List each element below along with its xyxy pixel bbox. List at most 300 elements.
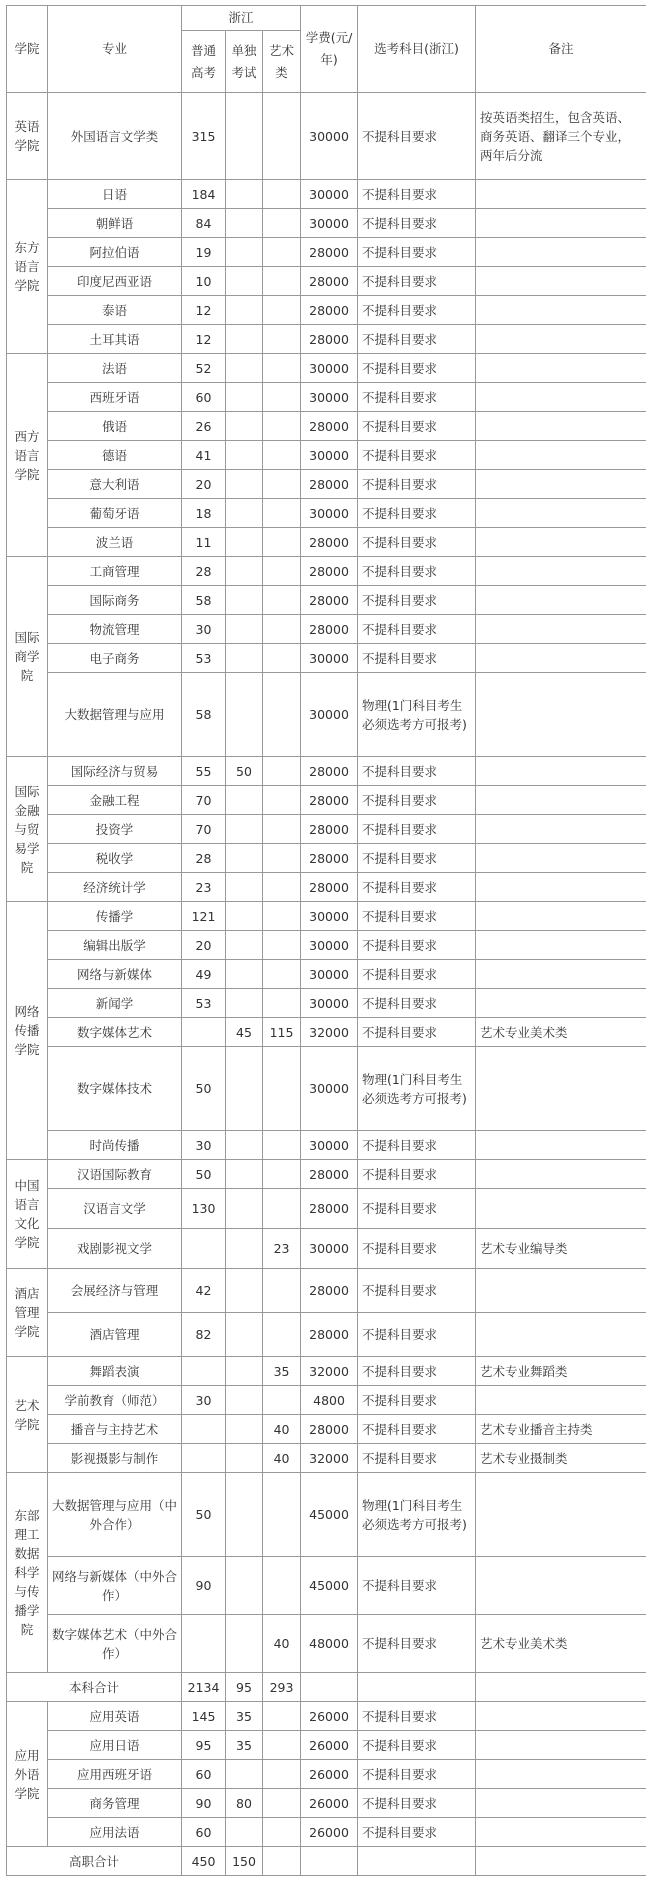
- major-cell: 土耳其语: [48, 325, 182, 354]
- subject-requirement-cell: 不提科目要求: [358, 757, 476, 786]
- empty-cell: [476, 1847, 646, 1876]
- art-count-cell: 40: [263, 1444, 301, 1473]
- art-count-cell: [263, 786, 301, 815]
- subject-requirement-cell: 物理(1门科目考生必须选考方可报考): [358, 673, 476, 757]
- general-count-cell: 10: [182, 267, 226, 296]
- tuition-cell: 26000: [301, 1789, 358, 1818]
- single-exam-count-cell: [226, 325, 263, 354]
- major-cell: 意大利语: [48, 470, 182, 499]
- major-cell: 工商管理: [48, 557, 182, 586]
- tuition-cell: 30000: [301, 354, 358, 383]
- table-row: [7, 499, 646, 528]
- general-count-cell: [182, 1018, 226, 1047]
- tuition-cell: 30000: [301, 931, 358, 960]
- table-row: [7, 844, 646, 873]
- remark-cell: [476, 441, 646, 470]
- table-row: [7, 1386, 646, 1415]
- art-count-cell: [263, 1818, 301, 1847]
- table-row: [7, 528, 646, 557]
- tuition-cell: 30000: [301, 383, 358, 412]
- tuition-cell: 30000: [301, 93, 358, 180]
- general-count-cell: 95: [182, 1731, 226, 1760]
- table-row: [7, 209, 646, 238]
- table-row: [7, 557, 646, 586]
- general-count-cell: [182, 1615, 226, 1673]
- subject-requirement-cell: 不提科目要求: [358, 1615, 476, 1673]
- major-cell: 物流管理: [48, 615, 182, 644]
- art-count-cell: [263, 1789, 301, 1818]
- major-cell: 应用西班牙语: [48, 1760, 182, 1789]
- general-count-cell: 60: [182, 383, 226, 412]
- major-cell: 舞蹈表演: [48, 1357, 182, 1386]
- general-count-cell: [182, 1444, 226, 1473]
- single-exam-count-cell: [226, 1760, 263, 1789]
- summary-general: 450: [182, 1847, 226, 1876]
- art-count-cell: [263, 1731, 301, 1760]
- general-count-cell: 55: [182, 757, 226, 786]
- major-cell: 西班牙语: [48, 383, 182, 412]
- empty-cell: [301, 1847, 358, 1876]
- college-cell: 国际金融与贸易学院: [7, 757, 48, 902]
- art-count-cell: [263, 1160, 301, 1189]
- table-row: [7, 1557, 646, 1615]
- general-count-cell: 52: [182, 354, 226, 383]
- summary-art: 293: [263, 1673, 301, 1702]
- major-cell: 金融工程: [48, 786, 182, 815]
- single-exam-count-cell: [226, 93, 263, 180]
- header-major: 专业: [48, 6, 182, 93]
- table-row: [7, 873, 646, 902]
- subject-requirement-cell: 不提科目要求: [358, 1789, 476, 1818]
- general-count-cell: 42: [182, 1269, 226, 1313]
- header-subjects: 选考科目(浙江): [358, 6, 476, 93]
- art-count-cell: [263, 1047, 301, 1131]
- major-cell: 阿拉伯语: [48, 238, 182, 267]
- subject-requirement-cell: 不提科目要求: [358, 960, 476, 989]
- remark-cell: [476, 1789, 646, 1818]
- remark-cell: [476, 786, 646, 815]
- header-general: 普通高考: [182, 31, 226, 93]
- single-exam-count-cell: [226, 989, 263, 1018]
- remark-cell: [476, 1473, 646, 1557]
- single-exam-count-cell: [226, 902, 263, 931]
- empty-cell: [476, 1673, 646, 1702]
- major-cell: 编辑出版学: [48, 931, 182, 960]
- subject-requirement-cell: 不提科目要求: [358, 557, 476, 586]
- art-count-cell: [263, 1557, 301, 1615]
- table-row: [7, 296, 646, 325]
- remark-cell: [476, 383, 646, 412]
- general-count-cell: 30: [182, 1386, 226, 1415]
- remark-cell: [476, 1760, 646, 1789]
- remark-cell: 艺术专业摄制类: [476, 1444, 646, 1473]
- subject-requirement-cell: 不提科目要求: [358, 1269, 476, 1313]
- general-count-cell: 20: [182, 931, 226, 960]
- single-exam-count-cell: [226, 180, 263, 209]
- art-count-cell: [263, 844, 301, 873]
- remark-cell: [476, 354, 646, 383]
- subject-requirement-cell: 不提科目要求: [358, 1415, 476, 1444]
- single-exam-count-cell: [226, 557, 263, 586]
- major-cell: 大数据管理与应用（中外合作）: [48, 1473, 182, 1557]
- major-cell: 数字媒体技术: [48, 1047, 182, 1131]
- remark-cell: [476, 815, 646, 844]
- header-art: 艺术类: [263, 31, 301, 93]
- art-count-cell: [263, 644, 301, 673]
- remark-cell: [476, 1731, 646, 1760]
- college-cell: 东部理工数据科学与传播学院: [7, 1473, 48, 1673]
- remark-cell: [476, 960, 646, 989]
- art-count-cell: [263, 296, 301, 325]
- remark-cell: [476, 1818, 646, 1847]
- single-exam-count-cell: 50: [226, 757, 263, 786]
- remark-cell: [476, 931, 646, 960]
- remark-cell: [476, 1269, 646, 1313]
- single-exam-count-cell: [226, 615, 263, 644]
- subject-requirement-cell: 不提科目要求: [358, 267, 476, 296]
- table-row: [7, 815, 646, 844]
- summary-label: 高职合计: [7, 1847, 182, 1876]
- remark-cell: [476, 644, 646, 673]
- header-tuition: 学费(元/年): [301, 6, 358, 93]
- tuition-cell: 4800: [301, 1386, 358, 1415]
- remark-cell: 艺术专业编导类: [476, 1229, 646, 1269]
- major-cell: 酒店管理: [48, 1313, 182, 1357]
- tuition-cell: 28000: [301, 815, 358, 844]
- remark-cell: [476, 873, 646, 902]
- remark-cell: [476, 238, 646, 267]
- remark-cell: [476, 296, 646, 325]
- single-exam-count-cell: [226, 1047, 263, 1131]
- tuition-cell: 28000: [301, 1415, 358, 1444]
- subject-requirement-cell: 不提科目要求: [358, 615, 476, 644]
- single-exam-count-cell: [226, 499, 263, 528]
- general-count-cell: 130: [182, 1189, 226, 1229]
- subject-requirement-cell: 不提科目要求: [358, 815, 476, 844]
- single-exam-count-cell: [226, 383, 263, 412]
- single-exam-count-cell: [226, 470, 263, 499]
- subject-requirement-cell: 物理(1门科目考生必须选考方可报考): [358, 1047, 476, 1131]
- subject-requirement-cell: 不提科目要求: [358, 1557, 476, 1615]
- art-count-cell: [263, 1313, 301, 1357]
- tuition-cell: 28000: [301, 238, 358, 267]
- major-cell: 商务管理: [48, 1789, 182, 1818]
- general-count-cell: [182, 1357, 226, 1386]
- table-body: [7, 93, 646, 1876]
- tuition-cell: 45000: [301, 1557, 358, 1615]
- tuition-cell: 28000: [301, 786, 358, 815]
- general-count-cell: 60: [182, 1818, 226, 1847]
- art-count-cell: [263, 93, 301, 180]
- tuition-cell: 28000: [301, 267, 358, 296]
- general-count-cell: 60: [182, 1760, 226, 1789]
- single-exam-count-cell: [226, 209, 263, 238]
- remark-cell: [476, 989, 646, 1018]
- general-count-cell: 50: [182, 1473, 226, 1557]
- single-exam-count-cell: [226, 238, 263, 267]
- subject-requirement-cell: 不提科目要求: [358, 325, 476, 354]
- subject-requirement-cell: 不提科目要求: [358, 1018, 476, 1047]
- tuition-cell: 45000: [301, 1473, 358, 1557]
- subject-requirement-cell: 不提科目要求: [358, 1818, 476, 1847]
- table-row: [7, 1269, 646, 1313]
- single-exam-count-cell: [226, 586, 263, 615]
- subject-requirement-cell: 不提科目要求: [358, 1131, 476, 1160]
- major-cell: 国际商务: [48, 586, 182, 615]
- remark-cell: [476, 528, 646, 557]
- tuition-cell: 28000: [301, 528, 358, 557]
- art-count-cell: [263, 441, 301, 470]
- table-row: [7, 1731, 646, 1760]
- college-cell: 西方语言学院: [7, 354, 48, 557]
- tuition-cell: 28000: [301, 615, 358, 644]
- major-cell: 时尚传播: [48, 1131, 182, 1160]
- art-count-cell: [263, 873, 301, 902]
- table-row: [7, 1818, 646, 1847]
- single-exam-count-cell: [226, 815, 263, 844]
- single-exam-count-cell: 80: [226, 1789, 263, 1818]
- tuition-cell: 26000: [301, 1702, 358, 1731]
- subject-requirement-cell: 不提科目要求: [358, 786, 476, 815]
- art-count-cell: [263, 354, 301, 383]
- general-count-cell: 28: [182, 557, 226, 586]
- major-cell: 泰语: [48, 296, 182, 325]
- major-cell: 网络与新媒体（中外合作）: [48, 1557, 182, 1615]
- art-count-cell: [263, 209, 301, 238]
- art-count-cell: [263, 238, 301, 267]
- tuition-cell: 30000: [301, 1047, 358, 1131]
- table-row: [7, 180, 646, 209]
- tuition-cell: 30000: [301, 673, 358, 757]
- general-count-cell: 184: [182, 180, 226, 209]
- general-count-cell: 19: [182, 238, 226, 267]
- subject-requirement-cell: 不提科目要求: [358, 93, 476, 180]
- college-cell: 英语学院: [7, 93, 48, 180]
- table-row: [7, 1018, 646, 1047]
- single-exam-count-cell: [226, 296, 263, 325]
- subject-requirement-cell: 不提科目要求: [358, 1229, 476, 1269]
- tuition-cell: 30000: [301, 902, 358, 931]
- single-exam-count-cell: [226, 673, 263, 757]
- table-header: [7, 6, 646, 93]
- tuition-cell: 26000: [301, 1731, 358, 1760]
- general-count-cell: [182, 1229, 226, 1269]
- summary-art: [263, 1847, 301, 1876]
- major-cell: 传播学: [48, 902, 182, 931]
- header-single: 单独考试: [226, 31, 263, 93]
- table-row: [7, 1160, 646, 1189]
- table-row: [7, 960, 646, 989]
- major-cell: 朝鲜语: [48, 209, 182, 238]
- general-count-cell: 58: [182, 673, 226, 757]
- remark-cell: [476, 615, 646, 644]
- art-count-cell: 40: [263, 1615, 301, 1673]
- general-count-cell: 18: [182, 499, 226, 528]
- subject-requirement-cell: 不提科目要求: [358, 180, 476, 209]
- table-row: [7, 786, 646, 815]
- art-count-cell: [263, 499, 301, 528]
- single-exam-count-cell: [226, 1189, 263, 1229]
- art-count-cell: [263, 557, 301, 586]
- tuition-cell: 28000: [301, 1189, 358, 1229]
- summary-single: 150: [226, 1847, 263, 1876]
- subject-requirement-cell: 不提科目要求: [358, 1386, 476, 1415]
- table-row: [7, 383, 646, 412]
- single-exam-count-cell: [226, 1473, 263, 1557]
- general-count-cell: 315: [182, 93, 226, 180]
- single-exam-count-cell: [226, 1160, 263, 1189]
- tuition-cell: 32000: [301, 1357, 358, 1386]
- single-exam-count-cell: [226, 1313, 263, 1357]
- subject-requirement-cell: 不提科目要求: [358, 902, 476, 931]
- major-cell: 日语: [48, 180, 182, 209]
- table-row: [7, 1702, 646, 1731]
- table-row: [7, 586, 646, 615]
- subject-requirement-cell: 不提科目要求: [358, 931, 476, 960]
- single-exam-count-cell: [226, 1357, 263, 1386]
- tuition-cell: 30000: [301, 209, 358, 238]
- art-count-cell: [263, 586, 301, 615]
- subject-requirement-cell: 不提科目要求: [358, 209, 476, 238]
- subject-requirement-cell: 不提科目要求: [358, 412, 476, 441]
- subtotal-row: [7, 1673, 646, 1702]
- art-count-cell: 40: [263, 1415, 301, 1444]
- art-count-cell: [263, 931, 301, 960]
- remark-cell: [476, 1189, 646, 1229]
- single-exam-count-cell: [226, 412, 263, 441]
- art-count-cell: [263, 815, 301, 844]
- subject-requirement-cell: 不提科目要求: [358, 383, 476, 412]
- major-cell: 投资学: [48, 815, 182, 844]
- remark-cell: [476, 1160, 646, 1189]
- subject-requirement-cell: 不提科目要求: [358, 644, 476, 673]
- table-row: [7, 1615, 646, 1673]
- table-row: [7, 470, 646, 499]
- remark-cell: [476, 844, 646, 873]
- general-count-cell: 11: [182, 528, 226, 557]
- remark-cell: [476, 412, 646, 441]
- subject-requirement-cell: 不提科目要求: [358, 499, 476, 528]
- single-exam-count-cell: [226, 1444, 263, 1473]
- subject-requirement-cell: 不提科目要求: [358, 844, 476, 873]
- general-count-cell: 53: [182, 644, 226, 673]
- general-count-cell: 50: [182, 1047, 226, 1131]
- subject-requirement-cell: 不提科目要求: [358, 1189, 476, 1229]
- table-row: [7, 902, 646, 931]
- general-count-cell: 58: [182, 586, 226, 615]
- subject-requirement-cell: 不提科目要求: [358, 354, 476, 383]
- summary-single: 95: [226, 1673, 263, 1702]
- tuition-cell: 30000: [301, 960, 358, 989]
- tuition-cell: 30000: [301, 1229, 358, 1269]
- general-count-cell: 84: [182, 209, 226, 238]
- major-cell: 经济统计学: [48, 873, 182, 902]
- tuition-cell: 28000: [301, 325, 358, 354]
- remark-cell: [476, 557, 646, 586]
- remark-cell: [476, 1702, 646, 1731]
- major-cell: 外国语言文学类: [48, 93, 182, 180]
- general-count-cell: 70: [182, 786, 226, 815]
- header-remark: 备注: [476, 6, 646, 93]
- single-exam-count-cell: [226, 1131, 263, 1160]
- single-exam-count-cell: [226, 786, 263, 815]
- general-count-cell: [182, 1415, 226, 1444]
- table-row: [7, 412, 646, 441]
- subject-requirement-cell: 不提科目要求: [358, 873, 476, 902]
- table-row: [7, 354, 646, 383]
- tuition-cell: 28000: [301, 873, 358, 902]
- remark-cell: [476, 673, 646, 757]
- college-cell: 酒店管理学院: [7, 1269, 48, 1357]
- table-row: [7, 1229, 646, 1269]
- tuition-cell: 30000: [301, 499, 358, 528]
- general-count-cell: 49: [182, 960, 226, 989]
- single-exam-count-cell: [226, 1415, 263, 1444]
- admission-plan-table: [6, 5, 646, 1876]
- single-exam-count-cell: [226, 267, 263, 296]
- table-row: [7, 1047, 646, 1131]
- single-exam-count-cell: [226, 644, 263, 673]
- art-count-cell: [263, 673, 301, 757]
- remark-cell: [476, 209, 646, 238]
- general-count-cell: 30: [182, 615, 226, 644]
- table-row: [7, 238, 646, 267]
- single-exam-count-cell: 35: [226, 1702, 263, 1731]
- art-count-cell: [263, 1473, 301, 1557]
- tuition-cell: 28000: [301, 586, 358, 615]
- tuition-cell: 48000: [301, 1615, 358, 1673]
- table-row: [7, 1131, 646, 1160]
- remark-cell: [476, 325, 646, 354]
- header-zhejiang: 浙江: [182, 6, 301, 31]
- subject-requirement-cell: 不提科目要求: [358, 1444, 476, 1473]
- single-exam-count-cell: [226, 1229, 263, 1269]
- art-count-cell: [263, 902, 301, 931]
- remark-cell: [476, 267, 646, 296]
- general-count-cell: 26: [182, 412, 226, 441]
- total-row: [7, 1847, 646, 1876]
- major-cell: 影视摄影与制作: [48, 1444, 182, 1473]
- major-cell: 应用法语: [48, 1818, 182, 1847]
- art-count-cell: [263, 180, 301, 209]
- remark-cell: [476, 586, 646, 615]
- tuition-cell: 30000: [301, 989, 358, 1018]
- major-cell: 大数据管理与应用: [48, 673, 182, 757]
- tuition-cell: 30000: [301, 644, 358, 673]
- subject-requirement-cell: 不提科目要求: [358, 238, 476, 267]
- art-count-cell: [263, 383, 301, 412]
- table-row: [7, 931, 646, 960]
- subject-requirement-cell: 不提科目要求: [358, 989, 476, 1018]
- table-row: [7, 1313, 646, 1357]
- header-college: 学院: [7, 6, 48, 93]
- tuition-cell: 30000: [301, 1131, 358, 1160]
- major-cell: 葡萄牙语: [48, 499, 182, 528]
- tuition-cell: 30000: [301, 441, 358, 470]
- subject-requirement-cell: 物理(1门科目考生必须选考方可报考): [358, 1473, 476, 1557]
- table-row: [7, 673, 646, 757]
- single-exam-count-cell: 45: [226, 1018, 263, 1047]
- art-count-cell: [263, 960, 301, 989]
- remark-cell: [476, 1047, 646, 1131]
- art-count-cell: [263, 1702, 301, 1731]
- subject-requirement-cell: 不提科目要求: [358, 586, 476, 615]
- major-cell: 税收学: [48, 844, 182, 873]
- general-count-cell: 50: [182, 1160, 226, 1189]
- tuition-cell: 26000: [301, 1818, 358, 1847]
- tuition-cell: 28000: [301, 844, 358, 873]
- tuition-cell: 26000: [301, 1760, 358, 1789]
